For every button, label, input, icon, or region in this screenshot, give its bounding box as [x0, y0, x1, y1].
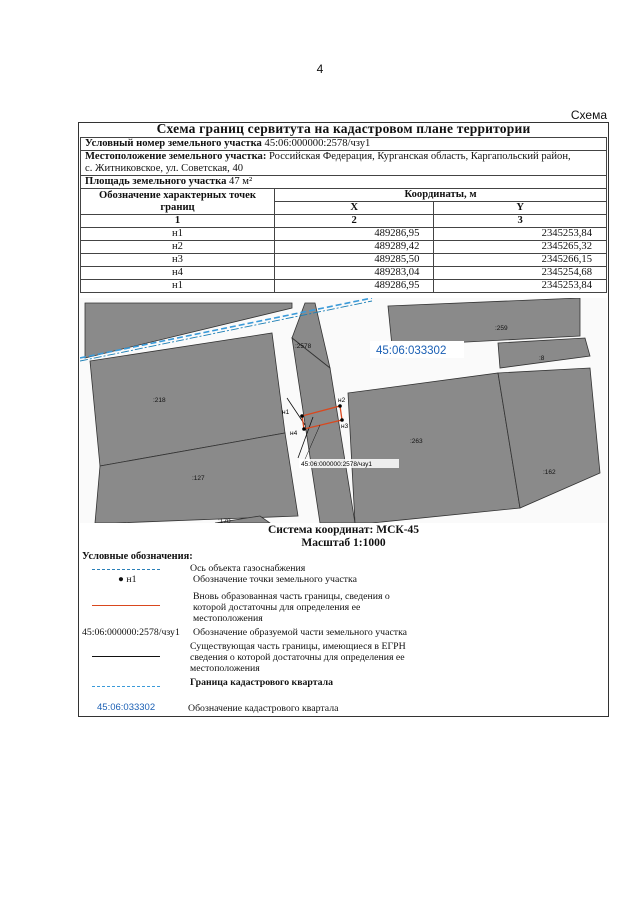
- x-header: X: [275, 202, 434, 215]
- scheme-heading: Схема: [570, 108, 607, 122]
- parcel-label: :8: [539, 355, 545, 362]
- table-row: [81, 241, 607, 254]
- table-row: [81, 254, 607, 267]
- point-n3-marker: [340, 418, 344, 422]
- table-row: [81, 280, 607, 293]
- table-row: [81, 267, 607, 280]
- y-header: Y: [434, 202, 607, 215]
- point-name: н4: [81, 267, 275, 280]
- point-label: н4: [290, 430, 298, 437]
- parcel-info-table: [80, 137, 607, 293]
- parcel-263-shape: [348, 373, 520, 523]
- point-name: н1: [81, 280, 275, 293]
- area-label: Площадь земельного участка: [85, 176, 227, 187]
- parcel-label: :170: [218, 518, 231, 523]
- servitude-symbol: 45:06:000000:2578/чзу1: [82, 627, 180, 638]
- coordinate-system-block: [78, 524, 609, 550]
- x-value: 489286,95: [275, 280, 434, 293]
- map-svg: [80, 298, 607, 523]
- quarter-boundary-symbol: [92, 686, 160, 687]
- col-number: 1: [81, 215, 275, 228]
- scheme-title: Схема границ сервитута на кадастровом плане территории: [156, 121, 531, 136]
- col-number: 2: [275, 215, 434, 228]
- quarter-boundary-desc: Граница кадастрового квартала: [190, 677, 334, 688]
- servitude-desc: Обозначение образуемой части земельного участка: [193, 627, 408, 638]
- existing-boundary-symbol: [92, 656, 160, 657]
- coords-header: Координаты, м: [275, 189, 607, 202]
- location-label: Местоположение земельного участка:: [85, 151, 267, 162]
- parcel-label: :218: [153, 397, 166, 404]
- y-value: 2345254,68: [434, 267, 607, 280]
- point-name: н1: [81, 228, 275, 241]
- y-value: 2345265,32: [434, 241, 607, 254]
- parcel-number-row: [81, 138, 607, 151]
- parcel-label: :127: [192, 475, 205, 482]
- parcel-number-value: 45:06:000000:2578/чзу1: [264, 138, 371, 149]
- parcel-label: :162: [543, 469, 556, 476]
- point-label: н2: [338, 397, 346, 404]
- gas-axis-symbol: [92, 569, 160, 570]
- point-label: н1: [282, 409, 290, 416]
- servitude-label: 45:06:000000:2578/чзу1: [301, 461, 372, 468]
- x-value: 489286,95: [275, 228, 434, 241]
- y-value: 2345266,15: [434, 254, 607, 267]
- area-value: 47 м²: [229, 176, 253, 187]
- location-value-2: с. Житниковское, ул. Советская, 40: [85, 163, 244, 174]
- location-value-1: Российская Федерация, Курганская область, Каргапольский район,: [269, 151, 571, 162]
- location-row: [81, 151, 607, 176]
- gas-axis-desc: Ось объекта газоснабжения: [190, 563, 306, 574]
- point-dot-icon: ●: [118, 574, 124, 585]
- quarter-desc: Обозначение кадастрового квартала: [188, 703, 339, 714]
- cadastral-map: [80, 298, 607, 523]
- new-boundary-desc: Вновь образованная часть границы, сведения о которой достаточны для определения ее местоположения: [193, 591, 390, 624]
- parcel-label: :263: [410, 438, 423, 445]
- point-name: н3: [81, 254, 275, 267]
- x-value: 489283,04: [275, 267, 434, 280]
- point-n4-marker: [302, 427, 306, 431]
- legend-title: Условные обозначения:: [82, 551, 193, 562]
- existing-boundary-desc: Существующая часть границы, имеющиеся в ЕГРН сведения о которой достаточны для определения ее местоположения: [190, 641, 406, 674]
- coordinate-system: Система координат: МСК-45: [267, 524, 420, 536]
- col-number: 3: [434, 215, 607, 228]
- points-header: Обозначение характерных точек границ: [81, 189, 275, 215]
- map-scale: Масштаб 1:1000: [301, 537, 386, 549]
- point-symbol: [118, 574, 137, 585]
- x-value: 489285,50: [275, 254, 434, 267]
- parcel-number-label: Условный номер земельного участка: [85, 138, 262, 149]
- point-n1-marker: [300, 414, 304, 418]
- quarter-label: 45:06:033302: [376, 345, 447, 357]
- area-row: [81, 176, 607, 189]
- new-boundary-symbol: [92, 605, 160, 606]
- parcel-label: :2578: [295, 343, 312, 350]
- y-value: 2345253,84: [434, 280, 607, 293]
- y-value: 2345253,84: [434, 228, 607, 241]
- point-desc: Обозначение точки земельного участка: [193, 574, 357, 585]
- point-label: н3: [341, 423, 349, 430]
- point-n2-marker: [338, 404, 342, 408]
- x-value: 489289,42: [275, 241, 434, 254]
- page-number: 4: [316, 62, 324, 76]
- quarter-symbol: 45:06:033302: [97, 702, 156, 713]
- table-row: [81, 228, 607, 241]
- parcel-label: :259: [495, 325, 508, 332]
- point-name: н2: [81, 241, 275, 254]
- point-symbol-label: н1: [126, 574, 137, 585]
